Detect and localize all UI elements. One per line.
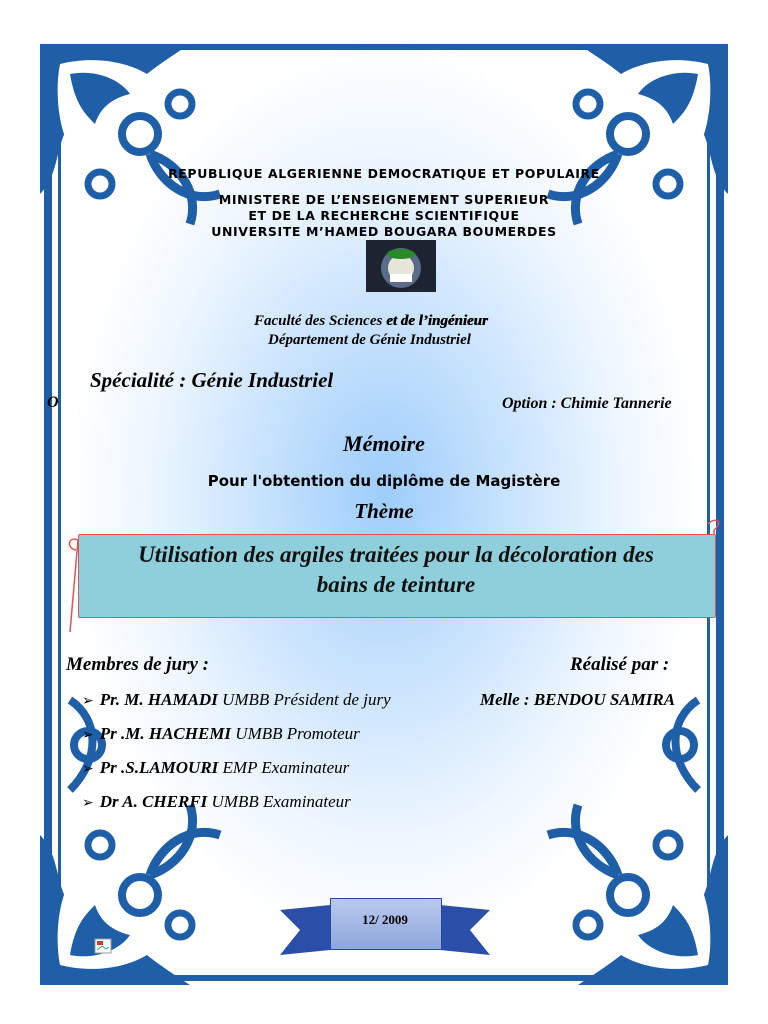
arrow-bullet-icon: ➢ (82, 693, 94, 709)
author: Melle : BENDOU SAMIRA (480, 690, 676, 709)
jury-member (82, 690, 391, 710)
faculty-line1 (254, 313, 488, 330)
jury-name: Pr. M. HAMADI (99, 690, 218, 709)
jury-member (82, 758, 349, 778)
arrow-bullet-icon: ➢ (82, 761, 94, 777)
arrow-bullet-icon: ➢ (82, 795, 94, 811)
header-universite: UNIVERSITE M’HAMED BOUGARA BOUMERDES (211, 224, 557, 239)
broken-image-icon (94, 938, 112, 954)
option: Option : Chimie Tannerie (502, 395, 672, 412)
header-ministere: MINISTERE DE L’ENSEIGNEMENT SUPERIEUR (218, 192, 550, 207)
stray-char: O (47, 394, 59, 411)
faculty-ingenieur: et de l’ingénieur (386, 313, 488, 329)
theme-title-line1: Utilisation des argiles traitées pour la décoloration des (138, 542, 654, 567)
theme-label: Thème (354, 499, 414, 523)
theme-title (78, 540, 714, 600)
theme-title-line2: bains de teinture (316, 572, 476, 597)
faculty-sciences: Faculté des Sciences (254, 313, 383, 329)
header-recherche: ET DE LA RECHERCHE SCIENTIFIQUE (248, 208, 520, 223)
jury-role: UMBB Examinateur (211, 792, 351, 811)
memoire-title: Mémoire (343, 431, 425, 456)
specialite: Spécialité : Génie Industriel (90, 368, 334, 392)
jury-name: Pr .S.LAMOURI (99, 758, 219, 777)
arrow-bullet-icon: ➢ (82, 727, 94, 743)
university-logo (366, 240, 436, 292)
jury-member (82, 792, 351, 812)
jury-role: EMP Examinateur (222, 758, 350, 777)
date: 12/ 2009 (362, 912, 408, 927)
realise-label: Réalisé par : (570, 654, 670, 675)
jury-role: UMBB Président de jury (222, 690, 391, 709)
jury-member (82, 724, 360, 744)
jury-name: Pr .M. HACHEMI (99, 724, 232, 743)
department: Département de Génie Industriel (268, 332, 471, 348)
header-republique: REPUBLIQUE ALGERIENNE DEMOCRATIQUE ET POPULAIRE (168, 166, 600, 181)
obtention-text: Pour l'obtention du diplôme de Magistère (207, 472, 561, 490)
jury-label: Membres de jury : (66, 654, 210, 675)
jury-name: Dr A. CHERFI (99, 792, 208, 811)
jury-role: UMBB Promoteur (235, 724, 360, 743)
